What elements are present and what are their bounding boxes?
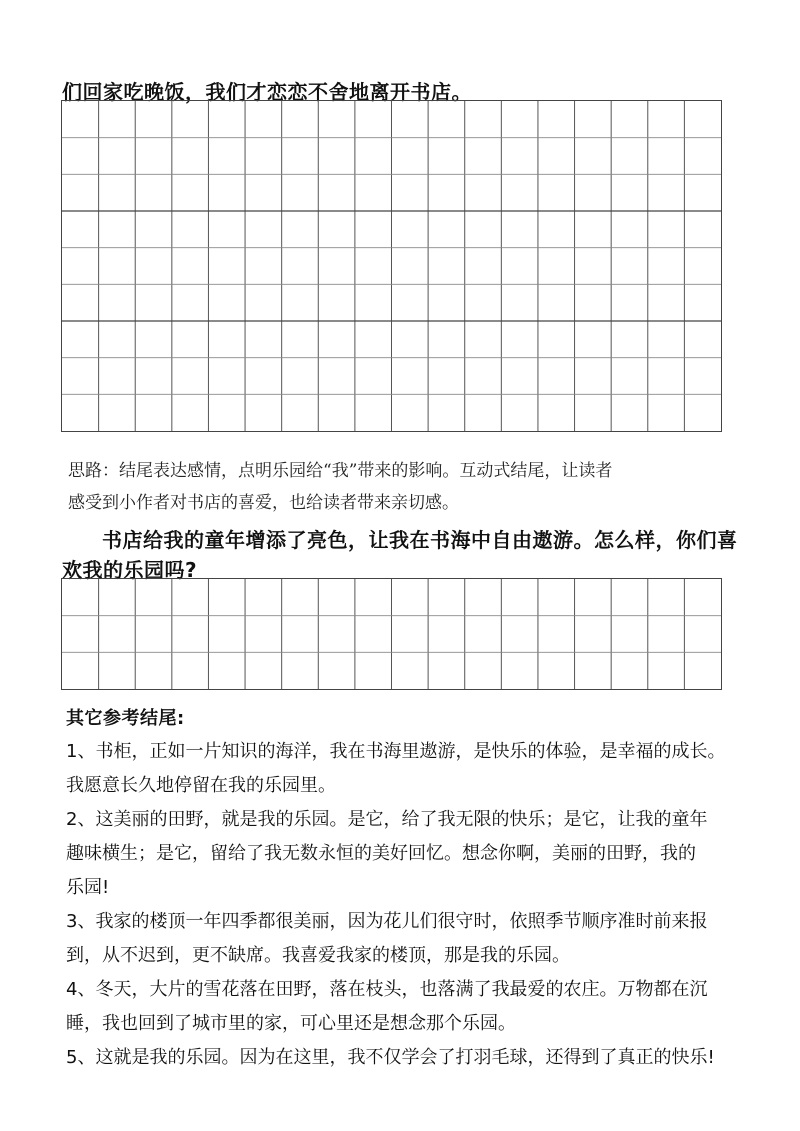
writing-grid-1	[61, 100, 722, 432]
grid2-lines	[62, 579, 721, 689]
reference-line: 乐园!	[66, 877, 110, 898]
reference-line: 5、这就是我的乐园。因为在这里，我不仅学会了打羽毛球，还得到了真正的快乐!	[66, 1047, 715, 1068]
reference-line: 4、冬天，大片的雪花落在田野，落在枝头，也落满了我最爱的农庄。万物都在沉	[66, 979, 708, 1000]
reference-line: 到，从不迟到，更不缺席。我喜爱我家的楼顶，那是我的乐园。	[66, 945, 570, 966]
reference-line: 我愿意长久地停留在我的乐园里。	[66, 775, 336, 796]
reference-line: 2、这美丽的田野，就是我的乐园。是它，给了我无限的快乐；是它，让我的童年	[66, 809, 708, 830]
section2-line1: 书店给我的童年增添了亮色，让我在书海中自由遨游。怎么样，你们喜	[102, 528, 738, 552]
reference-line: 趣味横生；是它，留给了我无数永恒的美好回忆。想念你啊，美丽的田野，我的	[66, 843, 696, 864]
reference-line: 1、书柜，正如一片知识的海洋，我在书海里遨游，是快乐的体验，是幸福的成长。	[66, 741, 726, 762]
section2-line2: 欢我的乐园吗?	[62, 558, 198, 582]
writing-grid-2	[61, 578, 722, 690]
thinking-note-line1: 思路：结尾表达感情，点明乐园给“我”带来的影响。互动式结尾，让读者	[68, 461, 613, 481]
thinking-note-line2: 感受到小作者对书店的喜爱，也给读者带来亲切感。	[68, 493, 459, 513]
grid1-lines	[62, 101, 721, 431]
section1-text: 们回家吃晚饭，我们才恋恋不舍地离开书店。	[62, 80, 472, 104]
reference-line: 3、我家的楼顶一年四季都很美丽，因为花儿们很守时，依照季节顺序准时前来报	[66, 911, 708, 932]
reference-title: 其它参考结尾:	[66, 708, 185, 729]
reference-line: 睡，我也回到了城市里的家，可心里还是想念那个乐园。	[66, 1013, 516, 1034]
